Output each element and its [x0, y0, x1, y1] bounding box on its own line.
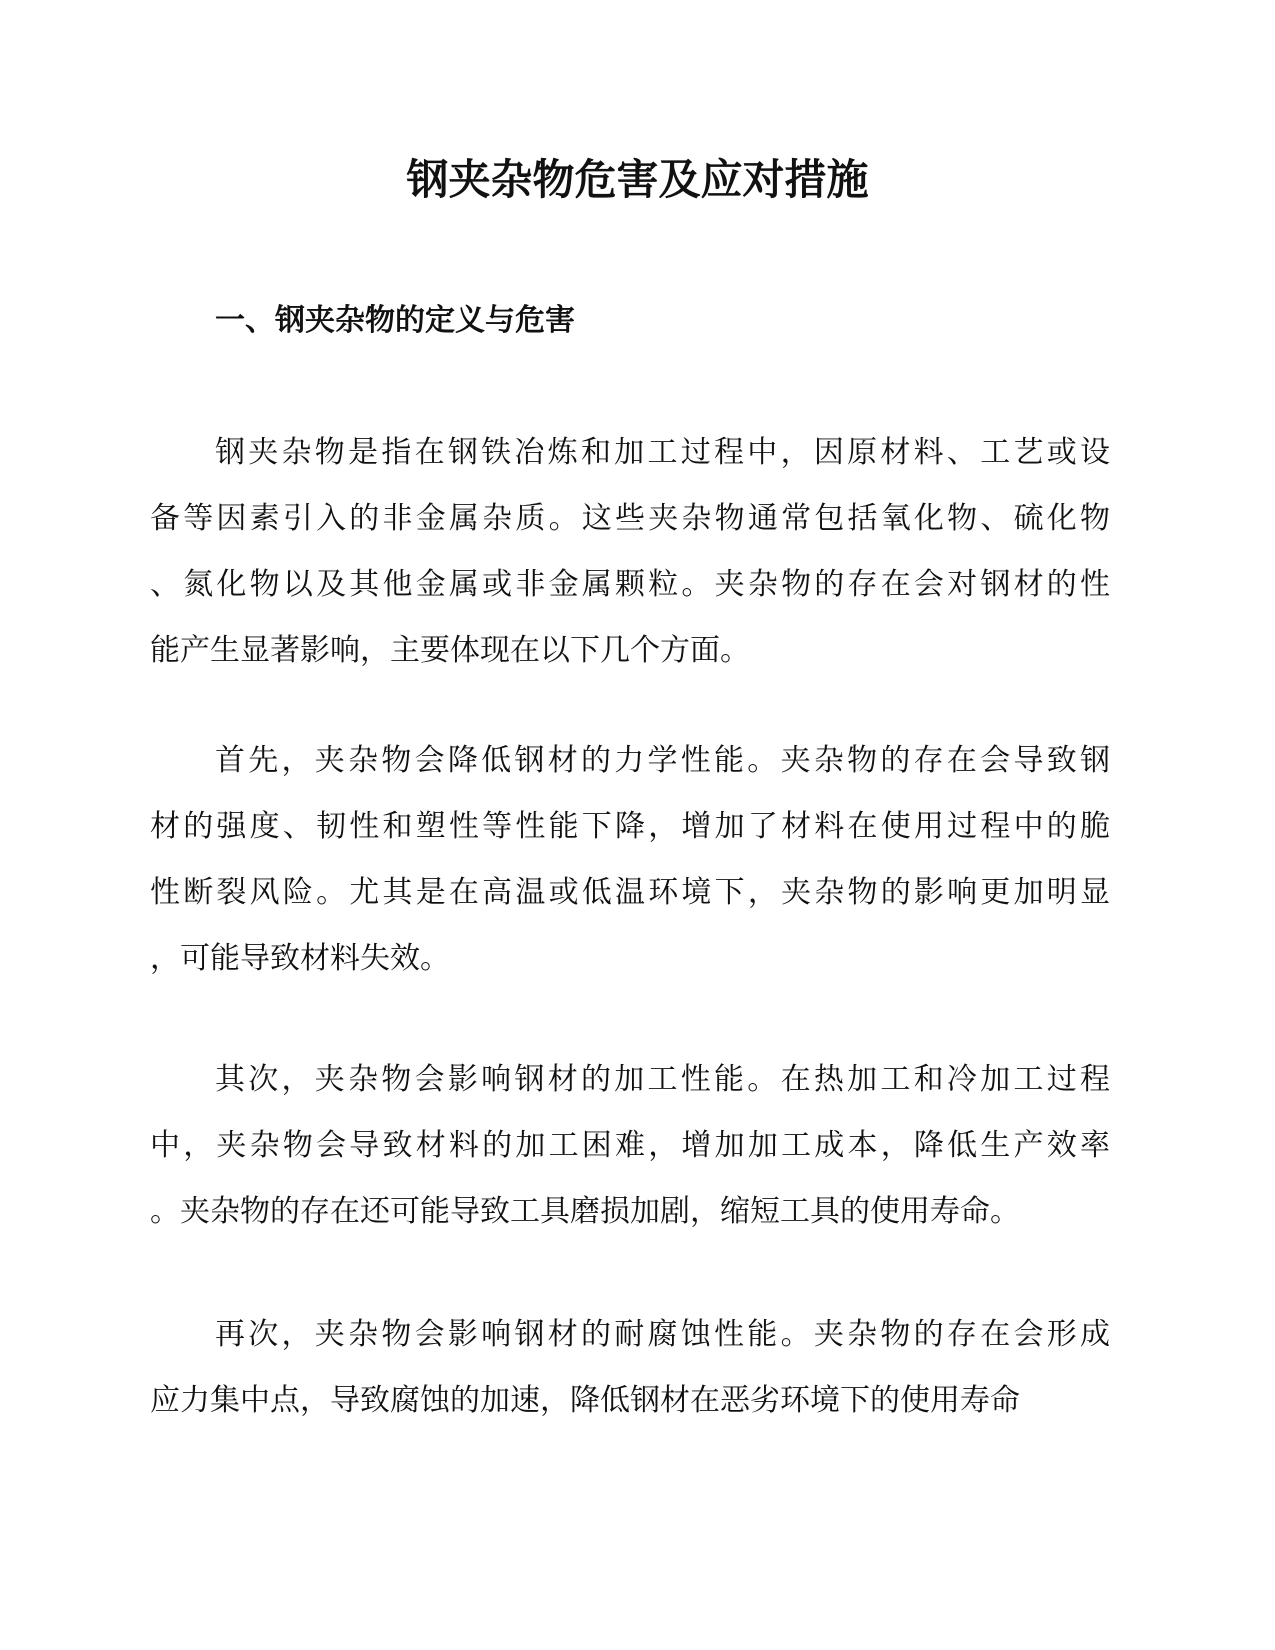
paragraph-processing	[150, 1047, 1110, 1245]
document-title: 钢夹杂物危害及应对措施	[406, 155, 869, 204]
paragraph-line: 首先，夹杂物会降低钢材的力学性能。夹杂物的存在会导致钢	[215, 743, 1110, 778]
paragraph-line: 钢夹杂物是指在钢铁冶炼和加工过程中，因原材料、工艺或设	[215, 435, 1110, 470]
paragraph-corrosion	[150, 1302, 1110, 1434]
paragraph-line: 再次，夹杂物会影响钢材的耐腐蚀性能。夹杂物的存在会形成	[215, 1317, 1110, 1352]
section-heading: 一、钢夹杂物的定义与危害	[215, 303, 575, 338]
paragraph-line: 备等因素引入的非金属杂质。这些夹杂物通常包括氧化物、硫化物	[150, 501, 1110, 536]
paragraph-mechanical	[150, 728, 1110, 992]
paragraph-line: 其次，夹杂物会影响钢材的加工性能。在热加工和冷加工过程	[215, 1062, 1110, 1097]
paragraph-line: 。夹杂物的存在还可能导致工具磨损加剧，缩短工具的使用寿命。	[150, 1194, 1020, 1229]
paragraph-line: ，可能导致材料失效。	[150, 941, 450, 976]
paragraph-line: 、氮化物以及其他金属或非金属颗粒。夹杂物的存在会对钢材的性	[150, 567, 1110, 602]
paragraph-line: 应力集中点，导致腐蚀的加速，降低钢材在恶劣环境下的使用寿命	[150, 1383, 1020, 1418]
paragraph-line: 能产生显著影响，主要体现在以下几个方面。	[150, 633, 750, 668]
paragraph-definition	[150, 420, 1110, 684]
paragraph-line: 性断裂风险。尤其是在高温或低温环境下，夹杂物的影响更加明显	[150, 875, 1110, 910]
paragraph-line: 中，夹杂物会导致材料的加工困难，增加加工成本，降低生产效率	[150, 1128, 1110, 1163]
paragraph-line: 材的强度、韧性和塑性等性能下降，增加了材料在使用过程中的脆	[150, 809, 1110, 844]
